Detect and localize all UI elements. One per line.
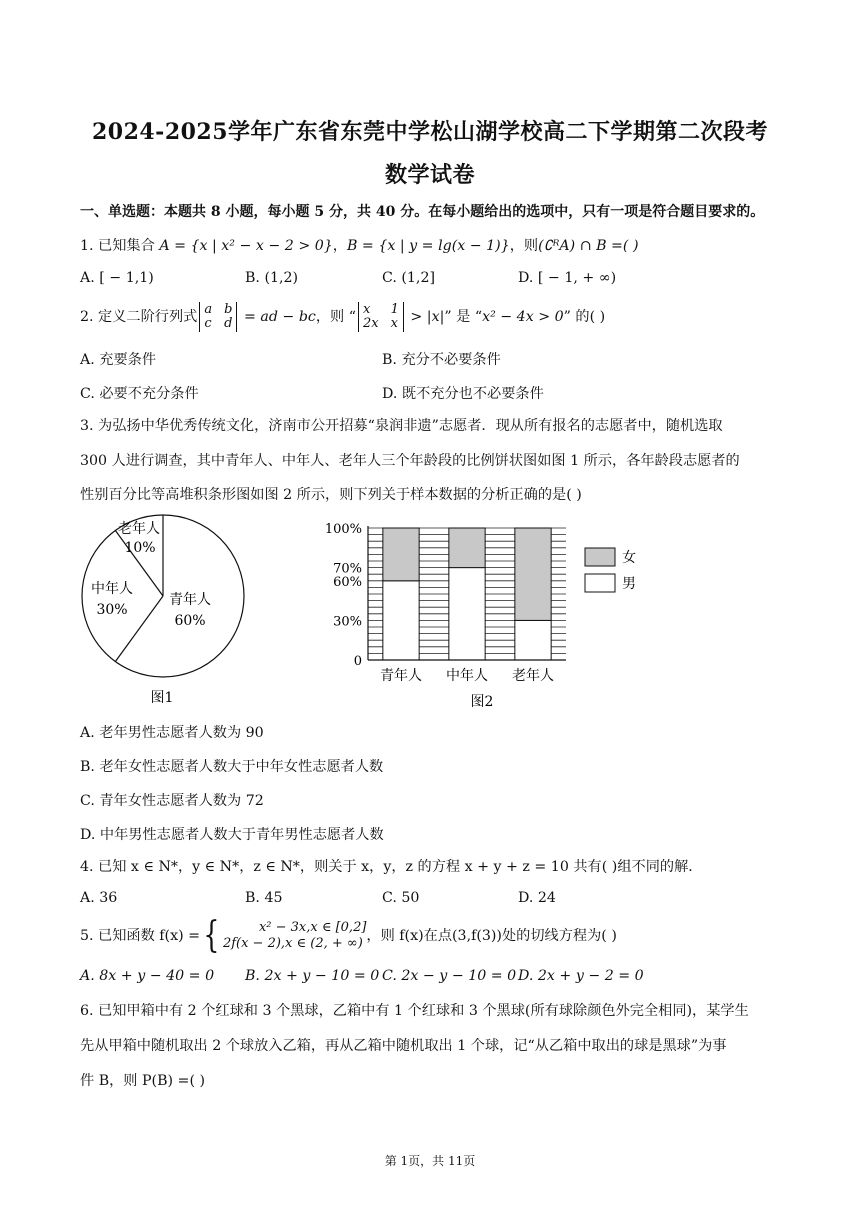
det-cell: x [362, 302, 371, 317]
question-3-line2: 300 人进行调查，其中青年人、中年人、老年人三个年龄段的比例饼状图如图 1 所示，各年龄段志愿者的 [80, 453, 740, 469]
category-label: 老年人 [512, 668, 554, 684]
ytick-label: 30% [333, 614, 362, 630]
question-3-line3: 性别百分比等高堆积条形图如图 2 所示，则下列关于样本数据的分析正确的是( ) [80, 487, 582, 503]
q5-option-a: A. 8x + y − 40 = 0 [80, 968, 215, 984]
q1-option-b: B. (1,2) [245, 270, 299, 286]
question-3-line1: 3. 为弘扬中华优秀传统文化，济南市公开招募“泉润非遗”志愿者．现从所有报名的志愿者中，随机选取 [80, 418, 723, 434]
exam-title: 2024-2025学年广东省东莞中学松山湖学校高二下学期第二次段考 [91, 119, 769, 145]
bar-chart-ytick-labels [325, 522, 362, 669]
bar-segment-male [383, 581, 419, 660]
q4-option-a: A. 36 [80, 890, 118, 906]
q1-stem-b: ，则 [509, 238, 539, 254]
ytick-label: 100% [324, 522, 362, 537]
bar-chart-legend [585, 548, 636, 592]
bar-segment-female [383, 528, 419, 581]
bar-segment-female [449, 528, 485, 568]
legend-swatch [585, 574, 615, 592]
question-2 [80, 302, 605, 332]
ytick-label: 60% [333, 574, 362, 590]
q4-option-d: D. 24 [518, 890, 556, 906]
det-cell: 1 [390, 302, 399, 317]
q5-option-d: D. 2x + y − 2 = 0 [518, 968, 644, 984]
slice-label-youth: 青年人 [169, 592, 211, 608]
q2-inequality-2: x² − 4x > 0 [482, 309, 564, 325]
q5-option-b: B. 2x + y − 10 = 0 [245, 968, 380, 984]
q2-definition: = ad − bc [243, 309, 316, 325]
page-footer: 第 1页，共 11页 [384, 1154, 476, 1168]
question-4: 4. 已知 x ∈ N*，y ∈ N*，z ∈ N*，则关于 x，y，z 的方程 x + y + z = 10 共有( )组不同的解． [80, 859, 703, 875]
category-label: 中年人 [446, 668, 488, 684]
question-6-line2: 先从甲箱中随机取出 2 个球放入乙箱，再从乙箱中随机取出 1 个球，记“从乙箱中取出的球是黑球”为事 [80, 1038, 727, 1054]
category-label: 青年人 [380, 668, 422, 684]
bar-segment-female [515, 528, 551, 620]
section-header: 一、单选题：本题共 8 小题，每小题 5 分，共 40 分。在每小题给出的选项中，只有一项是符合题目要求的。 [80, 204, 765, 220]
figure-2-caption: 图2 [470, 694, 494, 710]
question-1 [80, 236, 639, 256]
piecewise-case-1: x² − 3x,x ∈ [0,2] [258, 920, 367, 935]
brace-icon: { [203, 915, 220, 956]
q1-separator: ， [332, 238, 347, 254]
ytick-label: 0 [353, 654, 362, 669]
q3-option-c: C. 青年女性志愿者人数为 72 [80, 793, 264, 809]
q1-option-a: A. [ − 1,1) [80, 270, 154, 286]
q4-option-b: B. 45 [245, 890, 283, 906]
bar-segment-male [515, 620, 551, 660]
q2-option-a: A. 充要条件 [80, 352, 157, 368]
legend-label: 男 [622, 576, 636, 592]
legend-label: 女 [622, 550, 636, 566]
question-6-line1: 6. 已知甲箱中有 2 个红球和 3 个黑球，乙箱中有 1 个红球和 3 个黑球(所有球除颜色外完全相同)，某学生 [80, 1003, 749, 1019]
slice-pct-elder: 10% [124, 540, 156, 556]
slice-label-middle: 中年人 [91, 581, 133, 597]
bar-chart-category-labels [380, 667, 554, 684]
q1-option-c: C. (1,2] [382, 270, 436, 286]
bar-chart-bars [383, 528, 551, 660]
q2-stem: 2. 定义二阶行列式 [80, 309, 198, 325]
q3-option-a: A. 老年男性志愿者人数为 90 [80, 725, 264, 741]
q1-stem: 1. 已知集合 [80, 238, 160, 254]
q2-stem-c: ” 是 “ [444, 309, 483, 325]
stacked-bar-chart-figure-2 [322, 512, 652, 712]
q5-option-c: C. 2x − y − 10 = 0 [382, 968, 517, 984]
q2-inequality: > |x| [410, 309, 445, 325]
q2-option-d: D. 既不充分也不必要条件 [382, 386, 544, 402]
q1-expression: (∁ᴿA) ∩ B =( ) [538, 238, 639, 254]
exam-subtitle: 数学试卷 [384, 162, 475, 188]
figure-1-caption: 图1 [150, 690, 174, 706]
question-6-line3: 件 B，则 P(B) =( ) [80, 1073, 206, 1089]
determinant-abcd [199, 302, 237, 332]
question-5 [80, 915, 617, 956]
det-cell: 2x [362, 316, 379, 331]
legend-swatch [585, 548, 615, 566]
q5-stem-b: ，则 f(x)在点(3,f(3))处的切线方程为( ) [366, 928, 617, 944]
q5-stem: 5. 已知函数 f(x) = [80, 928, 201, 944]
ytick-label: 70% [333, 561, 362, 577]
q2-stem-d: ” 的( ) [563, 309, 606, 325]
q2-option-b: B. 充分不必要条件 [382, 352, 501, 368]
bar-segment-male [449, 568, 485, 660]
det-cell: d [224, 316, 233, 331]
q4-option-c: C. 50 [382, 890, 420, 906]
slice-pct-middle: 30% [96, 602, 128, 618]
q2-stem-b: ，则 “ [315, 309, 356, 325]
det-cell: b [224, 302, 233, 317]
q1-set-a: A = {x | x² − x − 2 > 0} [159, 238, 333, 254]
q3-option-b: B. 老年女性志愿者人数大于中年女性志愿者人数 [80, 759, 384, 775]
q1-set-b: B = {x | y = lg(x − 1)} [347, 238, 510, 254]
q1-option-d: D. [ − 1, + ∞) [518, 270, 617, 286]
q2-option-c: C. 必要不充分条件 [80, 386, 199, 402]
pie-chart-figure-1 [78, 512, 253, 712]
det-cell: a [204, 302, 213, 317]
determinant-x [358, 302, 404, 332]
piecewise-case-2: 2f(x − 2),x ∈ (2, + ∞) [222, 936, 363, 951]
piecewise-function [200, 915, 367, 956]
slice-pct-youth: 60% [174, 613, 206, 629]
q3-option-d: D. 中年男性志愿者人数大于青年男性志愿者人数 [80, 827, 384, 843]
det-cell: x [390, 316, 398, 331]
slice-label-elder: 老年人 [118, 521, 160, 537]
det-cell: c [204, 316, 212, 331]
